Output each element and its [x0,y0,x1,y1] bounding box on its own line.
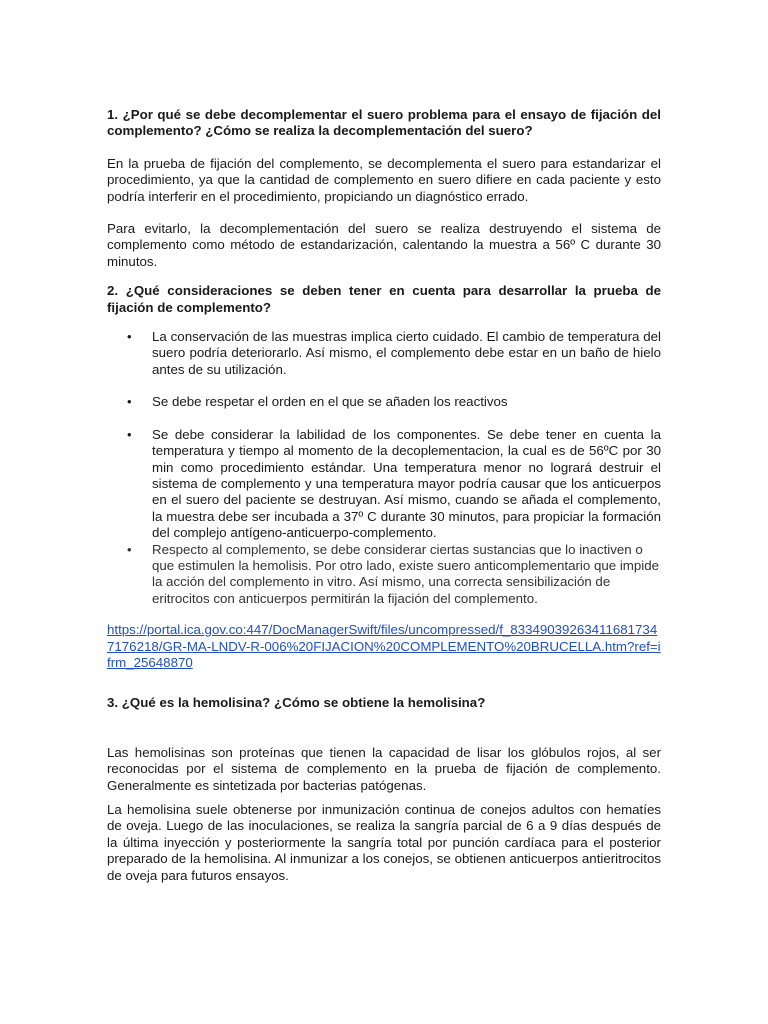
bullet-item [107,542,661,608]
document-page [107,107,661,884]
question-1-paragraph-1: En la prueba de fijación del complemento, se decomplementa el suero para estandarizar el procedimiento, ya que la cantidad de complemento en suero difiere en cada paciente y esto podría interferir en el procedimiento, propiciando un diagnóstico errado. [107,155,661,204]
reference-link[interactable]: https://portal.ica.gov.co:447/DocManagerSwift/files/uncompressed/f_833490392634116817347176218/GR-MA-LNDV-R-006%20FIJACION%20COMPLEMENTO%20BRUCELLA.htm?ref=ifrm_25648870 [107,622,661,670]
question-2-bullet-list [107,329,661,607]
bullet-item [107,394,661,410]
bullet-item [107,427,661,542]
question-3-paragraph-2: La hemolisina suele obtenerse por inmunización continua de conejos adultos con hematíes de oveja. Luego de las inoculaciones, se realiza la sangría parcial de 6 a 9 días después de la última inyección y posteriormente la sangría total por punción cardíaca para el posterior preparado de la hemolisina. Al inmunizar a los conejos, se obtienen anticuerpos antieritrocitos de oveja para futuros ensayos. [107,802,661,883]
question-2-heading: 2. ¿Qué consideraciones se deben tener en cuenta para desarrollar la prueba de fijación de complemento? [107,283,661,315]
bullet-item [107,329,661,378]
question-3-paragraph-1: Las hemolisinas son proteínas que tienen la capacidad de lisar los glóbulos rojos, al ser reconocidas por el sistema de complemento en la prueba de fijación de complemento. Generalmente es sintetizada por bacterias patógenas. [107,744,661,793]
bullet-text: Se debe considerar la labilidad de los componentes. Se debe tener en cuenta la temperatura y tiempo al momento de la decoplementacion, la cual es de 56ºC por 30 min como procedimiento estándar. Una temperatura menor no logrará destruir el sistema de complemento y una temperatura mayor podría causar que los anticuerpos en el suero del paciente se destruyan. Así mismo, cuando se añada el complemento, la muestra debe ser incubada a 37º C durante 30 minutos, para propiciar la formación del complejo antígeno-anticuerpo-complemento. [152,426,661,541]
bullet-icon: • [127,329,132,345]
bullet-icon: • [127,394,132,410]
bullet-text: Respecto al complemento, se debe considerar ciertas sustancias que lo inactiven o que estimulen la hemolisis. Por otro lado, existe suero anticomplementario que impide la acción del complemento in vitro. Así mismo, una correcta sensibilización de eritrocitos con anticuerpos permitirán la fijación del complemento. [152,541,660,606]
bullet-icon: • [127,541,132,557]
question-1-heading: 1. ¿Por qué se debe decomplementar el suero problema para el ensayo de fijación del complemento? ¿Cómo se realiza la decomplementación del suero? [107,107,661,139]
question-1-paragraph-2: Para evitarlo, la decomplementación del suero se realiza destruyendo el sistema de complemento como método de estandarización, calentando la muestra a 56º C durante 30 minutos. [107,221,661,269]
bullet-icon: • [127,426,132,442]
bullet-text: La conservación de las muestras implica cierto cuidado. El cambio de temperatura del suero podría deteriorarlo. Así mismo, el complemento debe estar en un baño de hielo antes de su utilización. [152,329,661,377]
question-3-heading: 3. ¿Qué es la hemolisina? ¿Cómo se obtiene la hemolisina? [107,695,486,711]
bullet-text: Se debe respetar el orden en el que se añaden los reactivos [152,394,508,410]
